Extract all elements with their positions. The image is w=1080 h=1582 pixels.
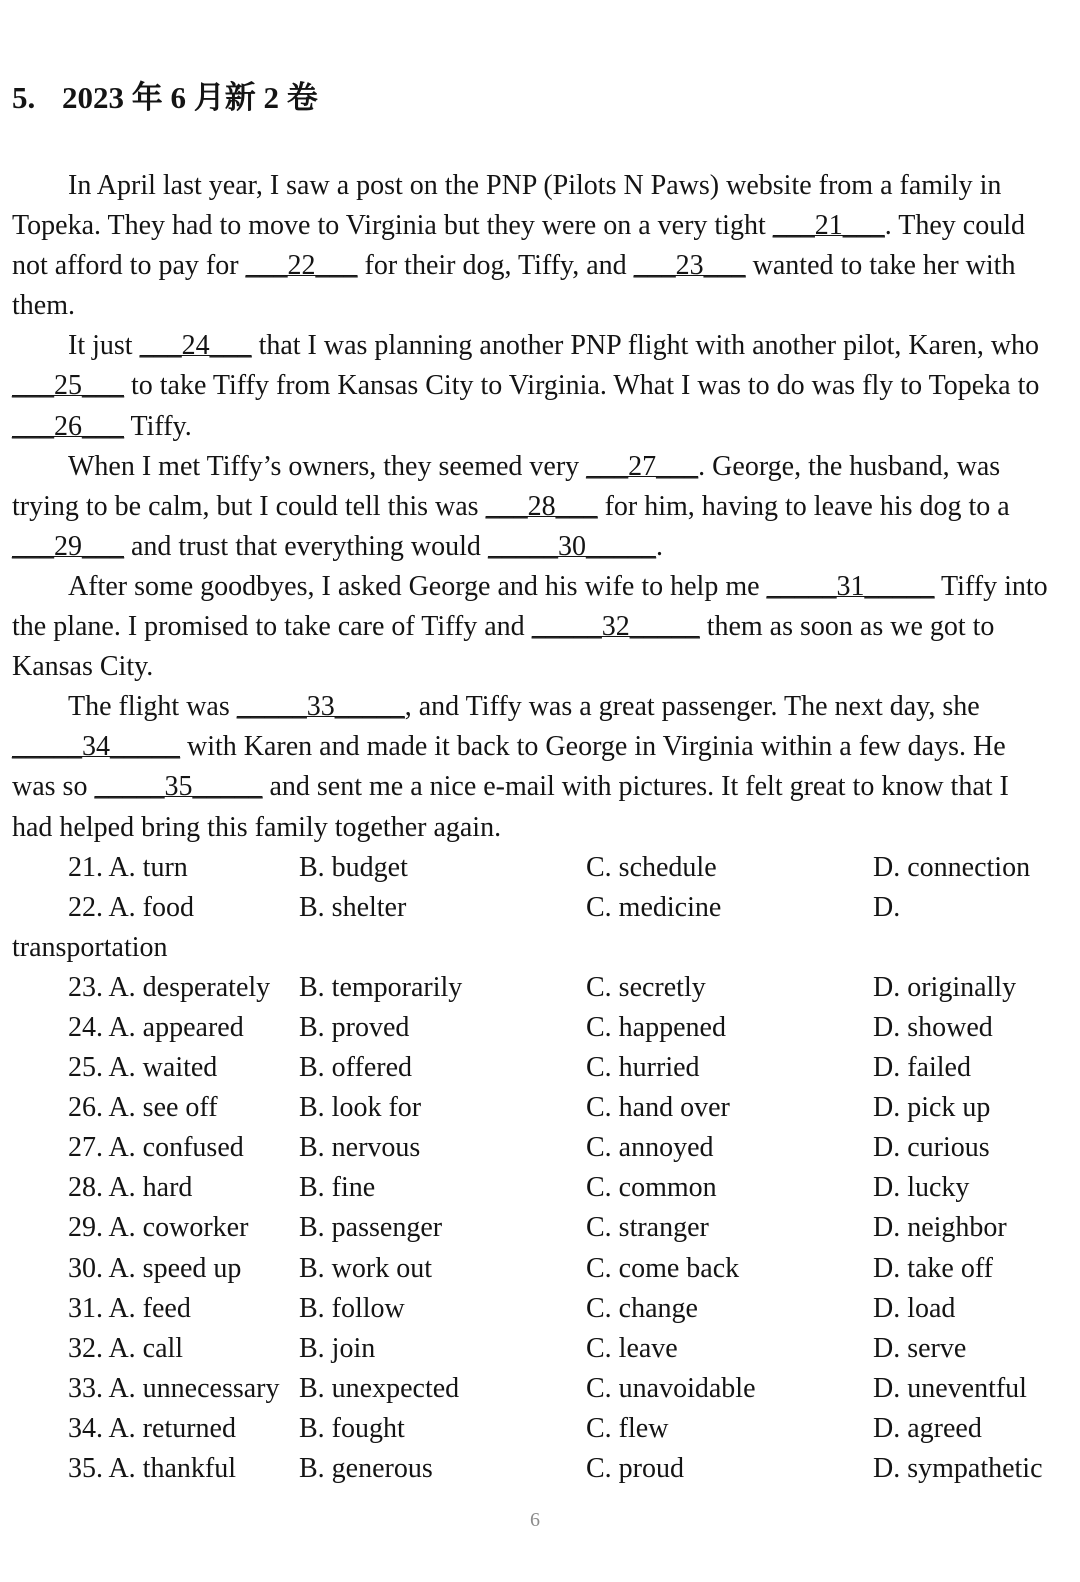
blank-27: ___27___ xyxy=(586,450,699,482)
passage-paragraph xyxy=(12,447,1068,567)
option-a: 33. A. unnecessary xyxy=(68,1372,280,1404)
option-d: D. load xyxy=(873,1292,956,1324)
passage-text: and trust that everything would xyxy=(124,530,488,562)
blank-26: ___26___ xyxy=(12,410,124,442)
option-a: 24. A. appeared xyxy=(68,1011,244,1043)
passage-line xyxy=(12,567,1068,607)
option-c: C. change xyxy=(586,1292,698,1324)
option-d: D. pick up xyxy=(873,1092,991,1124)
option-a: 31. A. feed xyxy=(68,1292,191,1324)
option-c: C. schedule xyxy=(586,851,717,883)
passage-line xyxy=(12,206,1068,246)
cloze-exercise xyxy=(12,166,1068,1489)
passage-paragraph xyxy=(12,567,1068,687)
option-a: 35. A. thankful xyxy=(68,1453,236,1484)
option-b: B. offered xyxy=(299,1052,412,1084)
option-row xyxy=(12,848,1068,888)
page-number: 6 xyxy=(530,1509,540,1531)
option-d: D. lucky xyxy=(873,1172,970,1204)
option-d: D. curious xyxy=(873,1132,990,1164)
question-number: 5. xyxy=(12,80,36,115)
option-a: 29. A. coworker xyxy=(68,1212,249,1244)
passage-text: with Karen and made it back to George in Virginia within a few days. He xyxy=(180,731,1006,763)
option-c: C. leave xyxy=(586,1332,678,1364)
option-row xyxy=(12,1008,1068,1048)
passage-text: the plane. I promised to take care of Tiffy and xyxy=(12,611,532,643)
option-c: C. happened xyxy=(586,1011,726,1043)
section-title: 2023 年 6 月新 2 卷 xyxy=(62,80,318,115)
passage-text: had helped bring this family together again. xyxy=(12,811,502,843)
passage-text: for him, having to leave his dog to a xyxy=(597,490,1010,522)
passage-text: Tiffy. xyxy=(124,410,192,442)
option-d: D. neighbor xyxy=(873,1212,1007,1244)
blank-23: ___23___ xyxy=(633,250,746,282)
passage-line xyxy=(12,727,1068,767)
passage-line xyxy=(12,447,1068,487)
option-b: B. fought xyxy=(299,1412,405,1444)
option-row xyxy=(12,1289,1068,1329)
option-row xyxy=(12,1208,1068,1248)
option-c: C. hurried xyxy=(586,1052,700,1084)
option-b: B. join xyxy=(299,1332,376,1364)
option-row xyxy=(12,888,1068,928)
option-row xyxy=(12,1249,1068,1289)
passage-line xyxy=(12,808,1068,848)
option-row xyxy=(12,1128,1068,1168)
option-b: B. budget xyxy=(299,851,408,883)
blank-31: _____31_____ xyxy=(766,570,935,602)
passage-line xyxy=(12,246,1068,286)
section-heading xyxy=(12,78,712,118)
blank-28: ___28___ xyxy=(485,490,598,522)
option-c: C. stranger xyxy=(586,1212,709,1244)
passage-line xyxy=(12,607,1068,647)
option-row xyxy=(12,1369,1068,1409)
option-b: B. fine xyxy=(299,1172,376,1204)
blank-29: ___29___ xyxy=(12,530,124,562)
option-a: 22. A. food xyxy=(68,891,194,923)
passage-text: . George, the husband, was xyxy=(698,450,1001,482)
option-d-continuation: transportation xyxy=(12,931,168,963)
option-row xyxy=(12,1048,1068,1088)
passage-text: that I was planning another PNP flight with another pilot, Karen, who xyxy=(251,330,1040,362)
option-row xyxy=(12,1329,1068,1369)
option-b: B. follow xyxy=(299,1292,405,1324)
passage-text: , and Tiffy was a great passenger. The next day, she xyxy=(404,691,980,723)
option-d: D. originally xyxy=(873,971,1017,1003)
option-c: C. common xyxy=(586,1172,717,1204)
passage-text: When I met Tiffy’s owners, they seemed very xyxy=(68,450,587,482)
option-c: C. secretly xyxy=(586,971,706,1003)
passage-text: not afford to pay for xyxy=(12,250,246,282)
passage-text: was so xyxy=(12,771,95,803)
option-a: 27. A. confused xyxy=(68,1132,244,1164)
option-d: D. uneventful xyxy=(873,1372,1027,1404)
option-c: C. come back xyxy=(586,1252,740,1284)
option-b: B. look for xyxy=(299,1092,422,1124)
passage-text: and sent me a nice e-mail with pictures. It felt great to know that I xyxy=(262,771,1009,803)
option-a: 30. A. speed up xyxy=(68,1252,242,1284)
passage-text: them as soon as we got to xyxy=(699,611,995,643)
option-row-continuation xyxy=(12,928,1068,968)
passage-line xyxy=(12,647,1068,687)
option-a: 21. A. turn xyxy=(68,851,188,883)
passage-text: for their dog, Tiffy, and xyxy=(357,250,634,282)
option-row xyxy=(12,968,1068,1008)
passage-line xyxy=(12,527,1068,567)
option-a: 34. A. returned xyxy=(68,1412,236,1444)
passage-line xyxy=(12,487,1068,527)
option-row xyxy=(12,1088,1068,1128)
passage-text: In April last year, I saw a post on the PNP (Pilots N Paws) website from a family in xyxy=(68,170,1002,201)
option-c: C. medicine xyxy=(586,891,722,923)
option-a: 26. A. see off xyxy=(68,1092,218,1124)
option-b: B. work out xyxy=(299,1252,432,1284)
option-a: 23. A. desperately xyxy=(68,971,271,1003)
option-a: 32. A. call xyxy=(68,1332,184,1364)
option-a: 25. A. waited xyxy=(68,1052,218,1084)
option-b: B. temporarily xyxy=(299,971,463,1003)
blank-24: ___24___ xyxy=(139,330,252,362)
blank-30: _____30_____ xyxy=(487,530,656,562)
blank-34: _____34_____ xyxy=(12,731,180,763)
option-b: B. generous xyxy=(299,1453,433,1484)
option-d: D. connection xyxy=(873,851,1031,883)
passage-paragraph xyxy=(12,687,1068,847)
passage-text: The flight was xyxy=(68,691,237,723)
option-c: C. annoyed xyxy=(586,1132,714,1164)
option-a: 28. A. hard xyxy=(68,1172,193,1204)
passage-text: After some goodbyes, I asked George and his wife to help me xyxy=(68,570,767,602)
option-d: D. take off xyxy=(873,1252,993,1284)
option-c: C. unavoidable xyxy=(586,1372,756,1404)
option-b: B. nervous xyxy=(299,1132,421,1164)
passage-line xyxy=(12,366,1068,406)
option-row xyxy=(12,1168,1068,1208)
blank-25: ___25___ xyxy=(12,370,124,402)
passage-text: . They could xyxy=(884,210,1025,242)
passage-line xyxy=(12,286,1068,326)
option-row xyxy=(12,1409,1068,1449)
passage-line xyxy=(12,326,1068,366)
blank-22: ___22___ xyxy=(245,250,358,282)
option-b: B. unexpected xyxy=(299,1372,460,1404)
option-d: D. showed xyxy=(873,1011,993,1043)
passage-line xyxy=(12,166,1068,206)
passage-text: Tiffy into xyxy=(934,570,1048,602)
option-d: D. serve xyxy=(873,1332,967,1364)
option-row xyxy=(12,1449,1068,1489)
passage-line xyxy=(12,407,1068,447)
option-d: D. xyxy=(873,891,901,923)
passage-line xyxy=(12,687,1068,727)
passage-line xyxy=(12,767,1068,807)
passage-paragraph xyxy=(12,326,1068,446)
option-c: C. hand over xyxy=(586,1092,730,1124)
passage-text: It just xyxy=(68,330,140,362)
option-c: C. flew xyxy=(586,1412,669,1444)
option-b: B. proved xyxy=(299,1011,410,1043)
passage-text: wanted to take her with xyxy=(745,250,1016,282)
option-c: C. proud xyxy=(586,1453,684,1484)
passage-text: them. xyxy=(12,290,75,322)
option-d: D. failed xyxy=(873,1052,971,1084)
passage-text: trying to be calm, but I could tell this was xyxy=(12,490,486,522)
passage-text: Kansas City. xyxy=(12,651,154,683)
option-d: D. sympathetic xyxy=(873,1453,1043,1484)
cloze-passage xyxy=(12,166,1068,848)
passage-text: Topeka. They had to move to Virginia but they were on a very tight xyxy=(12,210,773,242)
blank-32: _____32_____ xyxy=(531,611,700,643)
passage-text: . xyxy=(655,530,663,562)
blank-21: ___21___ xyxy=(772,210,885,242)
passage-text: to take Tiffy from Kansas City to Virginia. What I was to do was fly to Topeka to xyxy=(124,370,1040,402)
blank-35: _____35_____ xyxy=(94,771,263,803)
option-b: B. passenger xyxy=(299,1212,443,1244)
option-d: D. agreed xyxy=(873,1412,982,1444)
option-b: B. shelter xyxy=(299,891,407,923)
blank-33: _____33_____ xyxy=(236,691,405,723)
answer-options xyxy=(12,848,1068,1490)
passage-paragraph xyxy=(12,166,1068,326)
